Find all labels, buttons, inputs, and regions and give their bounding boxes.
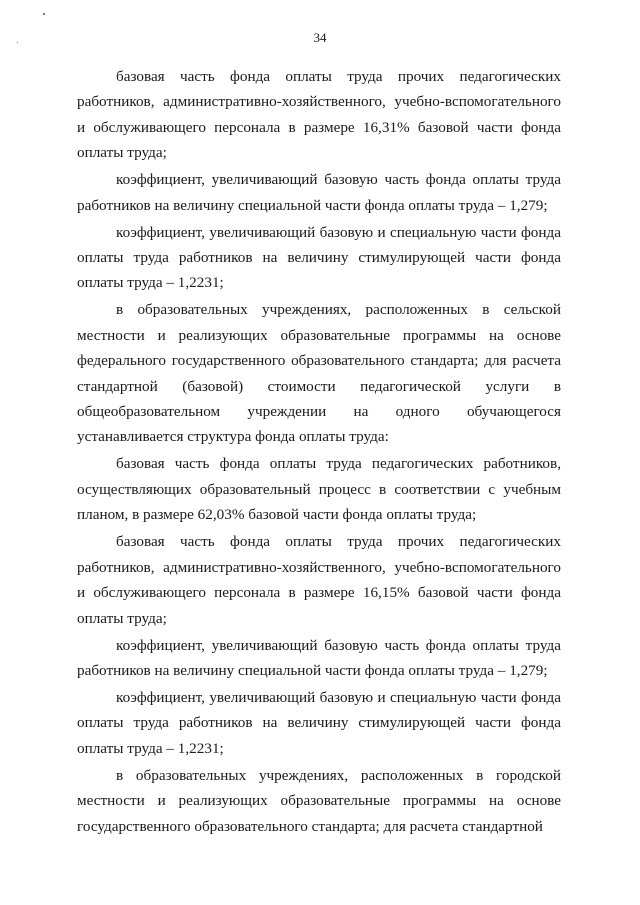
document-body <box>77 64 561 839</box>
paragraph-4: в образовательных учреждениях, расположенных в сельской местности и реализующих образовательные программы на основе федерального государственного образовательного стандарта; для расчета стандартной (базовой) стоимости педагогической услуги в общеобразовательном учреждении на одного обучающегося устанавливается структура фонда оплаты труда: <box>77 301 561 446</box>
paragraph-9: в образовательных учреждениях, расположенных в городской местности и реализующих образовательные программы на основе государственного образовательного стандарта; для расчета стандартной <box>77 766 561 835</box>
paragraph-5: базовая часть фонда оплаты труда педагогических работников, осуществляющих образовательный процесс в соответствии с учебным планом, в размере 62,03% базовой части фонда оплаты труда; <box>77 455 561 524</box>
paragraph-8: коэффициент, увеличивающий базовую и специальную части фонда оплаты труда работников на величину стимулирующей части фонда оплаты труда – 1,2231; <box>77 688 561 757</box>
paragraph-1: базовая часть фонда оплаты труда прочих педагогических работников, административно-хозяйственного, учебно-вспомогательного и обслуживающего персонала в размере 16,31% базовой части фонда оплаты труда; <box>77 68 561 162</box>
paragraph-7: коэффициент, увеличивающий базовую часть фонда оплаты труда работников на величину специальной части фонда оплаты труда – 1,279; <box>77 636 561 679</box>
paragraph-3: коэффициент, увеличивающий базовую и специальную части фонда оплаты труда работников на величину стимулирующей части фонда оплаты труда – 1,2231; <box>77 223 561 292</box>
page-number: 34 <box>313 30 327 45</box>
paragraph-2: коэффициент, увеличивающий базовую часть фонда оплаты труда работников на величину специальной части фонда оплаты труда – 1,279; <box>77 171 561 214</box>
scan-speck <box>43 13 45 15</box>
paragraph-6: базовая часть фонда оплаты труда прочих педагогических работников, административно-хозяйственного, учебно-вспомогательного и обслуживающего персонала в размере 16,15% базовой части фонда оплаты труда; <box>77 533 561 627</box>
